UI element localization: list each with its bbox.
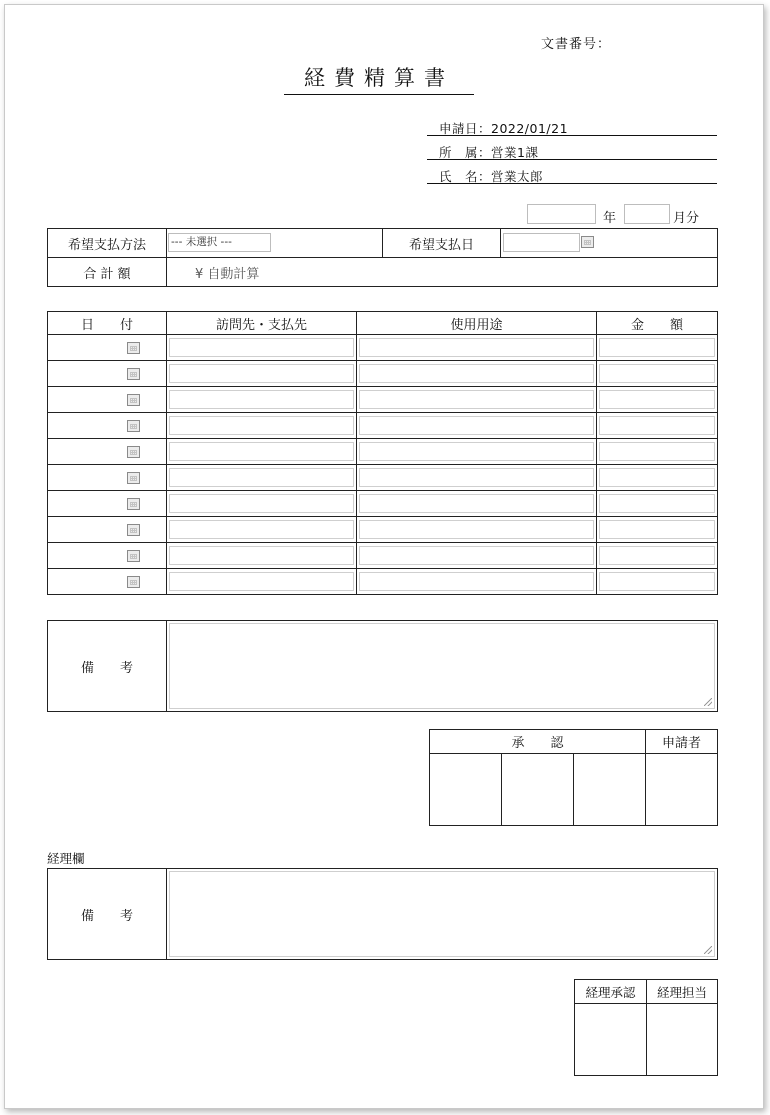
table-row [48, 491, 718, 517]
expense-date-cell [48, 517, 167, 543]
expense-purpose-cell [357, 491, 597, 517]
table-row [48, 387, 718, 413]
expense-purpose-input[interactable] [359, 390, 594, 409]
calendar-icon[interactable] [127, 524, 140, 536]
header-amount: 金 額 [597, 312, 718, 335]
total-label: 合 計 額 [48, 258, 167, 287]
expense-amount-input[interactable] [599, 416, 715, 435]
expense-date-cell [48, 569, 167, 595]
resize-handle-icon[interactable] [704, 946, 712, 954]
year-input[interactable] [527, 204, 596, 224]
calendar-icon[interactable] [127, 368, 140, 380]
table-row [48, 569, 718, 595]
expense-date-cell [48, 491, 167, 517]
expense-payee-cell [167, 491, 357, 517]
remarks-cell [167, 621, 718, 712]
calendar-icon[interactable] [127, 420, 140, 432]
expense-date-cell [48, 543, 167, 569]
payment-date-cell [501, 229, 718, 258]
expense-amount-input[interactable] [599, 390, 715, 409]
approval-stamp-box [502, 754, 574, 826]
accounting-remarks-label: 備 考 [48, 869, 167, 960]
expense-payee-cell [167, 361, 357, 387]
expense-amount-cell [597, 543, 718, 569]
expense-purpose-input[interactable] [359, 468, 594, 487]
remarks-table [47, 620, 718, 712]
approval-stamp-box [430, 754, 502, 826]
accounting-approval-table [574, 979, 718, 1076]
total-value: ¥ 自動計算 [167, 258, 718, 287]
applicant-name: 氏 名：営業太郎 [427, 167, 717, 184]
payment-date-input[interactable] [503, 233, 580, 252]
calendar-icon[interactable] [127, 472, 140, 484]
accounting-approve-box [575, 1004, 647, 1076]
expense-amount-input[interactable] [599, 442, 715, 461]
expense-amount-input[interactable] [599, 572, 715, 591]
expense-payee-input[interactable] [169, 468, 354, 487]
calendar-icon[interactable] [127, 576, 140, 588]
calendar-icon[interactable] [127, 394, 140, 406]
expense-amount-cell [597, 465, 718, 491]
expense-payee-input[interactable] [169, 364, 354, 383]
calendar-icon[interactable] [127, 446, 140, 458]
expense-purpose-input[interactable] [359, 416, 594, 435]
approval-table [429, 729, 718, 826]
expense-purpose-input[interactable] [359, 572, 594, 591]
calendar-icon[interactable] [127, 342, 140, 354]
expense-payee-cell [167, 413, 357, 439]
payment-table [47, 228, 718, 287]
department: 所 属：営業1課 [427, 143, 717, 160]
accounting-staff-box [647, 1004, 718, 1076]
expense-payee-input[interactable] [169, 338, 354, 357]
expense-payee-cell [167, 387, 357, 413]
expense-date-cell [48, 361, 167, 387]
expense-purpose-input[interactable] [359, 520, 594, 539]
expense-purpose-input[interactable] [359, 494, 594, 513]
expense-amount-input[interactable] [599, 338, 715, 357]
expense-payee-cell [167, 465, 357, 491]
expense-date-cell [48, 439, 167, 465]
expense-amount-cell [597, 517, 718, 543]
applicant-stamp-label: 申請者 [646, 730, 718, 754]
expense-date-cell [48, 387, 167, 413]
table-row [48, 361, 718, 387]
header-purpose: 使用用途 [357, 312, 597, 335]
accounting-remarks-cell [167, 869, 718, 960]
expense-purpose-cell [357, 543, 597, 569]
expense-payee-input[interactable] [169, 442, 354, 461]
expense-date-cell [48, 335, 167, 361]
expense-purpose-cell [357, 517, 597, 543]
accounting-approve-label: 経理承認 [575, 980, 647, 1004]
payment-method-select[interactable]: --- 未選択 --- [168, 233, 271, 252]
payment-method-cell [167, 229, 383, 258]
approval-stamp-box [574, 754, 646, 826]
remarks-label: 備 考 [48, 621, 167, 712]
expense-amount-cell [597, 387, 718, 413]
expense-purpose-cell [357, 465, 597, 491]
expense-purpose-cell [357, 439, 597, 465]
expense-date-cell [48, 413, 167, 439]
expense-payee-input[interactable] [169, 390, 354, 409]
expense-payee-input[interactable] [169, 546, 354, 565]
table-row [48, 413, 718, 439]
expense-amount-cell [597, 491, 718, 517]
calendar-icon[interactable] [581, 236, 594, 248]
expense-amount-cell [597, 335, 718, 361]
accounting-remarks-table [47, 868, 718, 960]
application-date: 申請日：2022/01/21 [427, 119, 717, 136]
calendar-icon[interactable] [127, 550, 140, 562]
month-label: 月分 [673, 211, 700, 226]
expense-purpose-cell [357, 413, 597, 439]
expense-purpose-cell [357, 387, 597, 413]
expense-amount-input[interactable] [599, 468, 715, 487]
expense-payee-cell [167, 569, 357, 595]
expense-payee-cell [167, 517, 357, 543]
expense-amount-cell [597, 569, 718, 595]
doc-number-label: 文書番号： [541, 37, 612, 52]
expense-purpose-cell [357, 335, 597, 361]
expense-payee-cell [167, 439, 357, 465]
expense-amount-input[interactable] [599, 520, 715, 539]
expense-payee-input[interactable] [169, 572, 354, 591]
month-input[interactable] [624, 204, 670, 224]
expense-amount-cell [597, 361, 718, 387]
header-payee: 訪問先・支払先 [167, 312, 357, 335]
expense-payee-cell [167, 335, 357, 361]
expense-purpose-cell [357, 361, 597, 387]
expense-purpose-input[interactable] [359, 338, 594, 357]
resize-handle-icon[interactable] [704, 698, 712, 706]
table-row [48, 465, 718, 491]
expense-amount-input[interactable] [599, 364, 715, 383]
calendar-icon[interactable] [127, 498, 140, 510]
payment-method-label: 希望支払方法 [48, 229, 167, 258]
expense-payee-input[interactable] [169, 494, 354, 513]
accounting-staff-label: 経理担当 [647, 980, 718, 1004]
expense-payee-input[interactable] [169, 520, 354, 539]
header-date: 日 付 [48, 312, 167, 335]
expense-amount-input[interactable] [599, 546, 715, 565]
expense-purpose-input[interactable] [359, 546, 594, 565]
expense-amount-input[interactable] [599, 494, 715, 513]
expense-amount-cell [597, 439, 718, 465]
expense-purpose-cell [357, 569, 597, 595]
page-title: 経費精算書 [284, 62, 474, 95]
expense-purpose-input[interactable] [359, 364, 594, 383]
table-row [48, 439, 718, 465]
approval-label: 承 認 [430, 730, 646, 754]
payment-date-label: 希望支払日 [383, 229, 501, 258]
accounting-remarks-textarea[interactable] [169, 871, 715, 957]
table-row [48, 335, 718, 361]
expense-payee-cell [167, 543, 357, 569]
table-row [48, 517, 718, 543]
expense-date-cell [48, 465, 167, 491]
table-row [48, 543, 718, 569]
expense-table [47, 311, 718, 595]
expense-purpose-input[interactable] [359, 442, 594, 461]
remarks-textarea[interactable] [169, 623, 715, 709]
year-label: 年 [603, 211, 617, 226]
accounting-section-label: 経理欄 [47, 851, 85, 866]
expense-amount-cell [597, 413, 718, 439]
applicant-stamp-box [646, 754, 718, 826]
expense-payee-input[interactable] [169, 416, 354, 435]
